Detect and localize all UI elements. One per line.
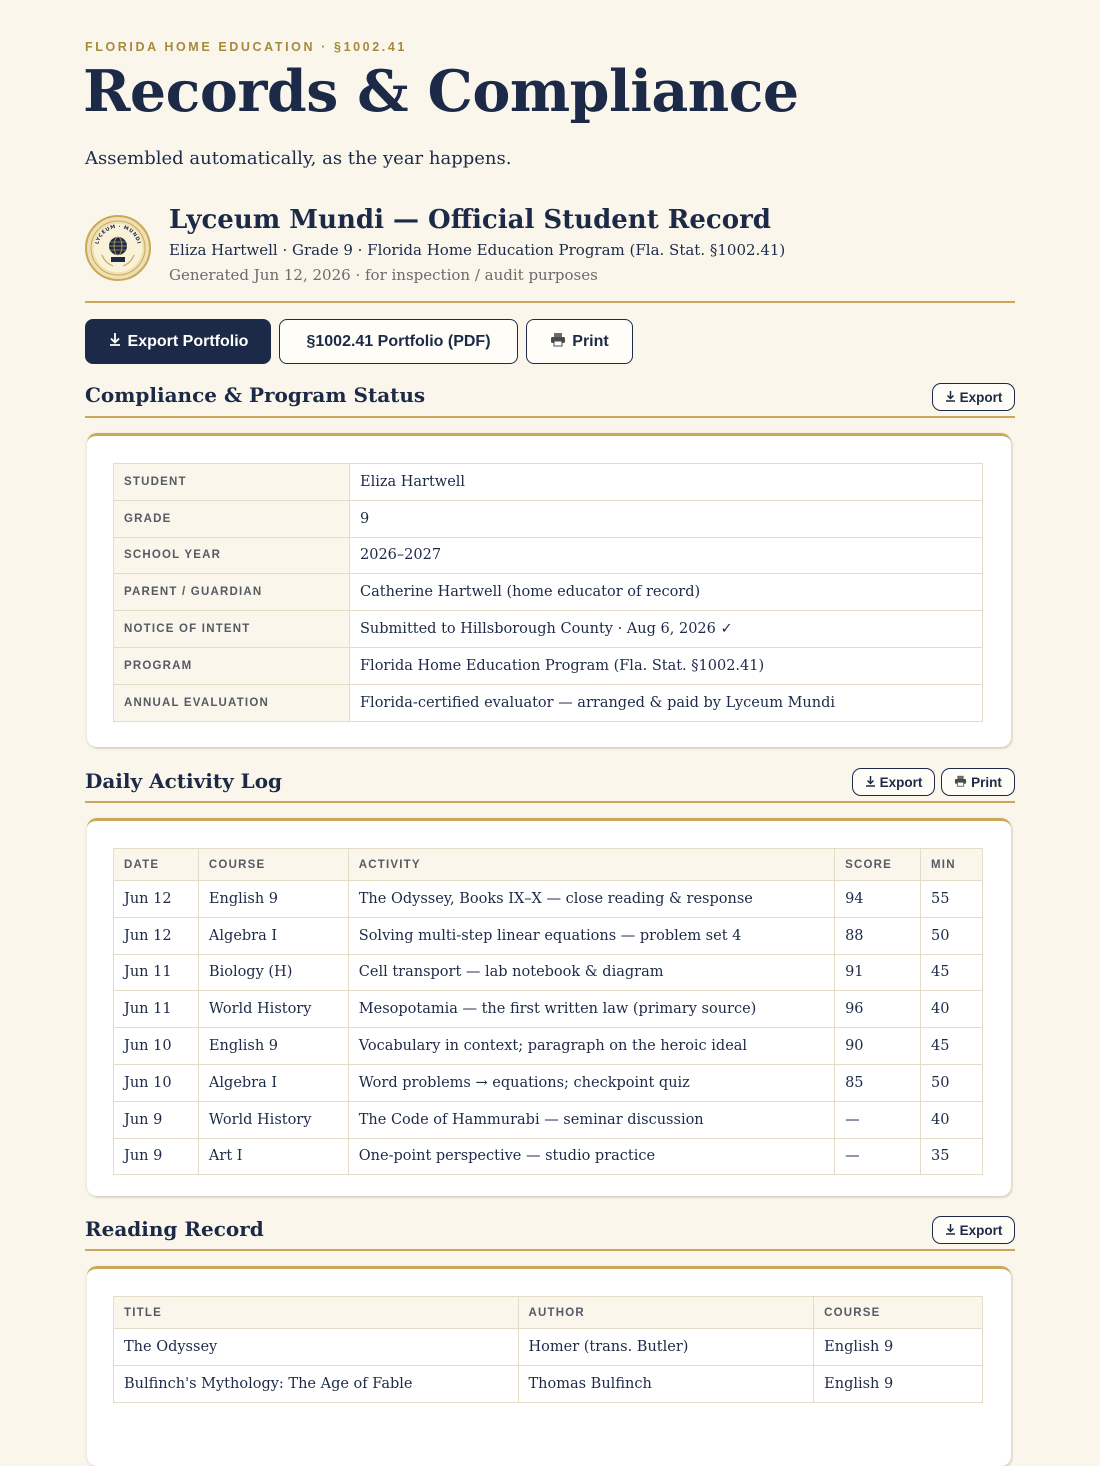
compliance-key: SCHOOL YEAR (114, 537, 350, 574)
download-icon (945, 1223, 956, 1238)
column-header: COURSE (814, 1297, 983, 1329)
table-cell: Algebra I (198, 1064, 348, 1101)
compliance-key: GRADE (114, 500, 350, 537)
table-row (114, 881, 983, 918)
compliance-row (114, 574, 983, 611)
header-divider (85, 301, 1015, 303)
column-header: TITLE (114, 1297, 519, 1329)
download-icon (865, 775, 876, 790)
activity-export-button[interactable] (852, 768, 935, 796)
table-cell: Jun 11 (114, 991, 199, 1028)
table-row (114, 1028, 983, 1065)
table-cell: Art I (198, 1138, 348, 1175)
table-cell: Homer (trans. Butler) (518, 1329, 814, 1366)
printer-icon (550, 332, 566, 352)
compliance-export-label: Export (959, 389, 1003, 405)
table-cell: Biology (H) (198, 954, 348, 991)
table-cell: Jun 9 (114, 1138, 199, 1175)
table-cell: Jun 10 (114, 1064, 199, 1101)
activity-print-label: Print (971, 774, 1002, 790)
compliance-value: Eliza Hartwell (350, 464, 983, 501)
download-icon (108, 332, 122, 351)
print-label: Print (572, 332, 609, 350)
printer-icon (954, 775, 967, 790)
compliance-key: NOTICE OF INTENT (114, 611, 350, 648)
activity-print-button[interactable] (941, 768, 1015, 796)
table-cell: 35 (921, 1138, 983, 1175)
compliance-row (114, 537, 983, 574)
table-cell: 40 (921, 1101, 983, 1138)
compliance-value: Submitted to Hillsborough County · Aug 6, 2026 ✓ (350, 611, 983, 648)
table-cell: 55 (921, 881, 983, 918)
table-row (114, 1365, 983, 1402)
activity-divider (85, 801, 1015, 803)
table-row (114, 917, 983, 954)
reading-table (113, 1296, 983, 1403)
activity-card (87, 818, 1011, 1196)
table-cell: — (835, 1138, 921, 1175)
table-cell: 88 (835, 917, 921, 954)
compliance-key: STUDENT (114, 464, 350, 501)
record-generated: Generated Jun 12, 2026 · for inspection / audit purposes (169, 266, 598, 284)
table-row (114, 1064, 983, 1101)
eyebrow-label: FLORIDA HOME EDUCATION · §1002.41 (85, 40, 407, 54)
compliance-key: ANNUAL EVALUATION (114, 684, 350, 721)
activity-table (113, 848, 983, 1175)
export-portfolio-label: Export Portfolio (127, 332, 249, 350)
table-cell: Bulfinch's Mythology: The Age of Fable (114, 1365, 519, 1402)
column-header: MIN (921, 849, 983, 881)
table-cell: Mesopotamia — the first written law (primary source) (348, 991, 834, 1028)
activity-section-title: Daily Activity Log (85, 769, 283, 793)
table-cell: Thomas Bulfinch (518, 1365, 814, 1402)
reading-export-label: Export (959, 1222, 1003, 1238)
compliance-divider (85, 416, 1015, 418)
table-cell: World History (198, 991, 348, 1028)
table-cell: The Odyssey, Books IX–X — close reading & response (348, 881, 834, 918)
print-button[interactable] (526, 319, 633, 364)
school-seal-icon (85, 215, 151, 281)
table-cell: 85 (835, 1064, 921, 1101)
table-row (114, 991, 983, 1028)
column-header: DATE (114, 849, 199, 881)
compliance-value: Florida-certified evaluator — arranged & paid by Lyceum Mundi (350, 684, 983, 721)
table-cell: Jun 11 (114, 954, 199, 991)
table-cell: — (835, 1101, 921, 1138)
table-cell: Jun 12 (114, 881, 199, 918)
page-title: Records & Compliance (83, 58, 799, 125)
table-cell: English 9 (198, 881, 348, 918)
table-cell: 91 (835, 954, 921, 991)
table-cell: English 9 (198, 1028, 348, 1065)
table-cell: 40 (921, 991, 983, 1028)
compliance-key: PARENT / GUARDIAN (114, 574, 350, 611)
compliance-row (114, 684, 983, 721)
table-cell: Word problems → equations; checkpoint quiz (348, 1064, 834, 1101)
export-portfolio-button[interactable] (85, 319, 271, 364)
reading-section-title: Reading Record (85, 1217, 264, 1241)
portfolio-pdf-label: §1002.41 Portfolio (PDF) (306, 332, 491, 350)
table-cell: The Code of Hammurabi — seminar discussion (348, 1101, 834, 1138)
table-cell: 50 (921, 917, 983, 954)
compliance-value: 9 (350, 500, 983, 537)
table-cell: 90 (835, 1028, 921, 1065)
table-row (114, 1138, 983, 1175)
compliance-export-button[interactable] (932, 383, 1015, 411)
column-header: AUTHOR (518, 1297, 814, 1329)
compliance-value: 2026–2027 (350, 537, 983, 574)
table-cell: 96 (835, 991, 921, 1028)
column-header: COURSE (198, 849, 348, 881)
download-icon (945, 390, 956, 405)
table-cell: World History (198, 1101, 348, 1138)
compliance-section-title: Compliance & Program Status (85, 383, 426, 407)
compliance-value: Florida Home Education Program (Fla. Stat. §1002.41) (350, 647, 983, 684)
compliance-key: PROGRAM (114, 647, 350, 684)
table-cell: 45 (921, 1028, 983, 1065)
reading-export-button[interactable] (932, 1216, 1015, 1244)
table-cell: One-point perspective — studio practice (348, 1138, 834, 1175)
table-cell: English 9 (814, 1365, 983, 1402)
table-cell: Cell transport — lab notebook & diagram (348, 954, 834, 991)
compliance-row (114, 647, 983, 684)
table-cell: Vocabulary in context; paragraph on the heroic ideal (348, 1028, 834, 1065)
table-row (114, 1101, 983, 1138)
compliance-row (114, 611, 983, 648)
column-header: SCORE (835, 849, 921, 881)
column-header: ACTIVITY (348, 849, 834, 881)
compliance-table (113, 463, 983, 722)
table-cell: The Odyssey (114, 1329, 519, 1366)
table-row (114, 1329, 983, 1366)
compliance-value: Catherine Hartwell (home educator of record) (350, 574, 983, 611)
table-cell: English 9 (814, 1329, 983, 1366)
compliance-row (114, 464, 983, 501)
table-cell: Jun 9 (114, 1101, 199, 1138)
table-cell: Jun 10 (114, 1028, 199, 1065)
page-subtitle: Assembled automatically, as the year happens. (85, 148, 512, 169)
activity-export-label: Export (879, 774, 923, 790)
compliance-card (87, 433, 1011, 747)
portfolio-pdf-button[interactable] (279, 319, 518, 364)
table-cell: Algebra I (198, 917, 348, 954)
reading-divider (85, 1249, 1015, 1251)
table-cell: Jun 12 (114, 917, 199, 954)
table-cell: 94 (835, 881, 921, 918)
record-title: Lyceum Mundi — Official Student Record (169, 205, 771, 235)
compliance-row (114, 500, 983, 537)
table-cell: 45 (921, 954, 983, 991)
record-subtitle: Eliza Hartwell · Grade 9 · Florida Home Education Program (Fla. Stat. §1002.41) (169, 241, 786, 259)
reading-card (87, 1266, 1011, 1466)
table-cell: Solving multi-step linear equations — problem set 4 (348, 917, 834, 954)
table-cell: 50 (921, 1064, 983, 1101)
seal-text: LYCEUM · MUNDI (94, 223, 142, 245)
table-row (114, 954, 983, 991)
